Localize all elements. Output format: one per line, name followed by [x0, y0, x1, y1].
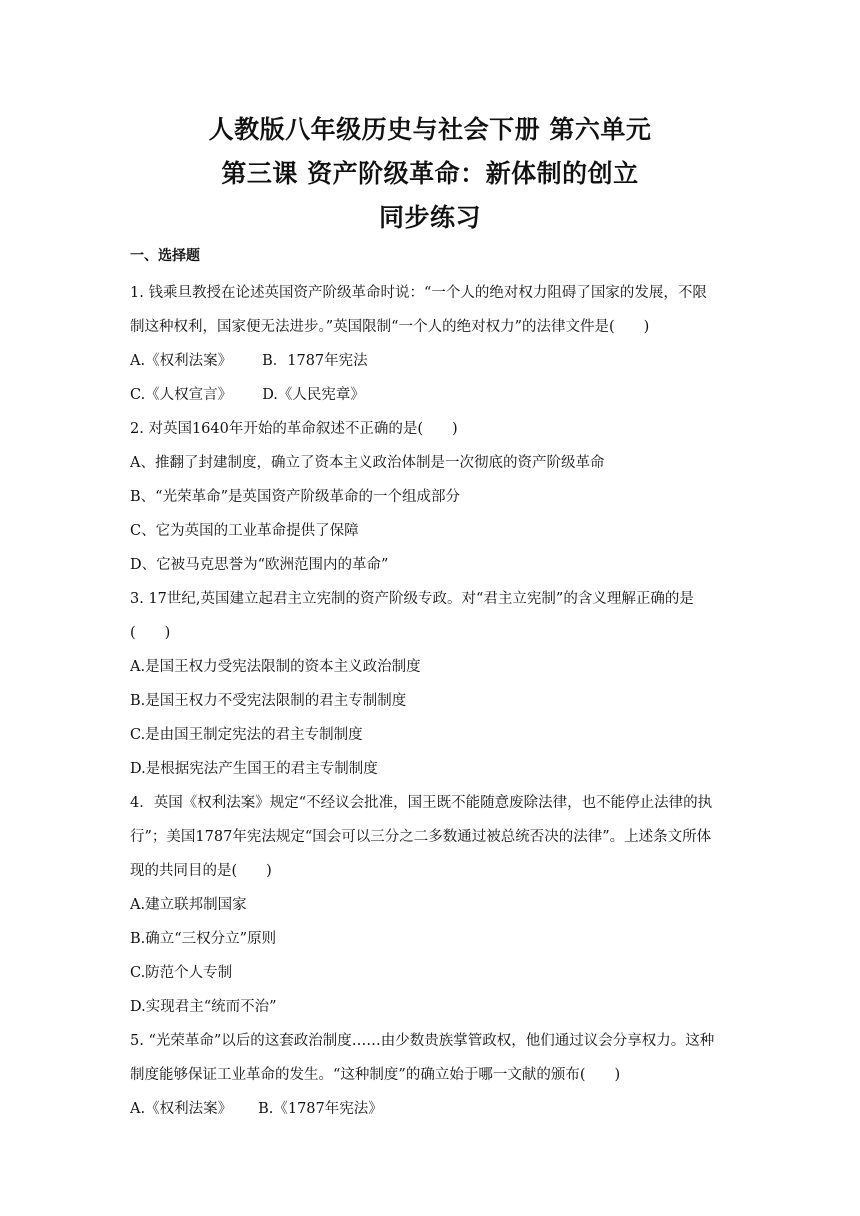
question-4-option-d: D.实现君主“统而不治” — [130, 999, 277, 1015]
question-3-stem-line-1: 3. 17世纪,英国建立起君主立宪制的资产阶级专政。对“君主立宪制”的含义理解正确的是 — [130, 591, 694, 607]
question-1-stem-line-1: 1. 钱乘旦教授在论述英国资产阶级革命时说：“一个人的绝对权力阻碍了国家的发展，不限 — [130, 285, 707, 301]
title-block — [0, 108, 860, 240]
question-4-stem-line-2: 行”；美国1787年宪法规定“国会可以三分之二多数通过被总统否决的法律”。上述条文所体 — [130, 829, 712, 845]
question-4-option-a: A.建立联邦制国家 — [130, 897, 247, 913]
question-1-option-b: B．1787年宪法 — [262, 353, 368, 369]
question-4-stem-line-1: 4．英国《权利法案》规定“不经议会批准，国王既不能随意废除法律，也不能停止法律的执 — [130, 795, 713, 811]
question-1-options-row-1 — [130, 344, 730, 378]
question-3-stem-line-2: ( ) — [130, 625, 171, 641]
question-1-option-a: A.《权利法案》 — [130, 353, 233, 369]
question-2-option-c: C、它为英国的工业革命提供了保障 — [130, 523, 359, 539]
question-1-option-c: C.《人权宣言》 — [130, 387, 233, 403]
question-2-option-b: B、“光荣革命”是英国资产阶级革命的一个组成部分 — [130, 489, 460, 505]
question-5-options-row-1 — [130, 1092, 730, 1126]
question-4 — [130, 786, 730, 1024]
question-5-stem-line-2: 制度能够保证工业革命的发生。“这种制度”的确立始于哪一文献的颁布( ) — [130, 1067, 621, 1083]
question-3-option-c: C.是由国王制定宪法的君主专制制度 — [130, 727, 363, 743]
question-1-options-row-2 — [130, 378, 730, 412]
question-5 — [130, 1024, 730, 1126]
question-4-stem-line-3: 现的共同目的是( ) — [130, 863, 272, 879]
question-4-option-c: C.防范个人专制 — [130, 965, 233, 981]
question-1 — [130, 276, 730, 412]
section-heading: 一、选择题 — [130, 248, 200, 264]
question-2-stem-line-1: 2. 对英国1640年开始的革命叙述不正确的是( ) — [130, 421, 458, 437]
question-3-option-b: B.是国王权力不受宪法限制的君主专制制度 — [130, 693, 407, 709]
title-line-2: 第三课 资产阶级革命：新体制的创立 — [221, 159, 639, 188]
question-5-stem-line-1: 5. “光荣革命”以后的这套政治制度……由少数贵族掌管政权，他们通过议会分享权力。这种 — [130, 1033, 715, 1049]
question-3-option-d: D.是根据宪法产生国王的君主专制制度 — [130, 761, 378, 777]
question-2-option-d: D、它被马克思誉为“欧洲范围内的革命” — [130, 557, 389, 573]
question-2-option-a: A、推翻了封建制度，确立了资本主义政治体制是一次彻底的资产阶级革命 — [130, 455, 605, 471]
question-3-option-a: A.是国王权力受宪法限制的资本主义政治制度 — [130, 659, 421, 675]
question-1-stem-line-2: 制这种权利，国家便无法进步。”英国限制“一个人的绝对权力”的法律文件是( ) — [130, 319, 650, 335]
question-1-option-d: D.《人民宪章》 — [262, 387, 365, 403]
question-2 — [130, 412, 730, 582]
question-list — [130, 276, 730, 1126]
question-3 — [130, 582, 730, 786]
question-5-option-a: A.《权利法案》 — [130, 1101, 233, 1117]
title-line-1: 人教版八年级历史与社会下册 第六单元 — [208, 115, 652, 144]
title-line-3: 同步练习 — [378, 203, 481, 232]
question-5-option-b: B.《1787年宪法》 — [258, 1101, 383, 1117]
question-4-option-b: B.确立“三权分立”原则 — [130, 931, 277, 947]
